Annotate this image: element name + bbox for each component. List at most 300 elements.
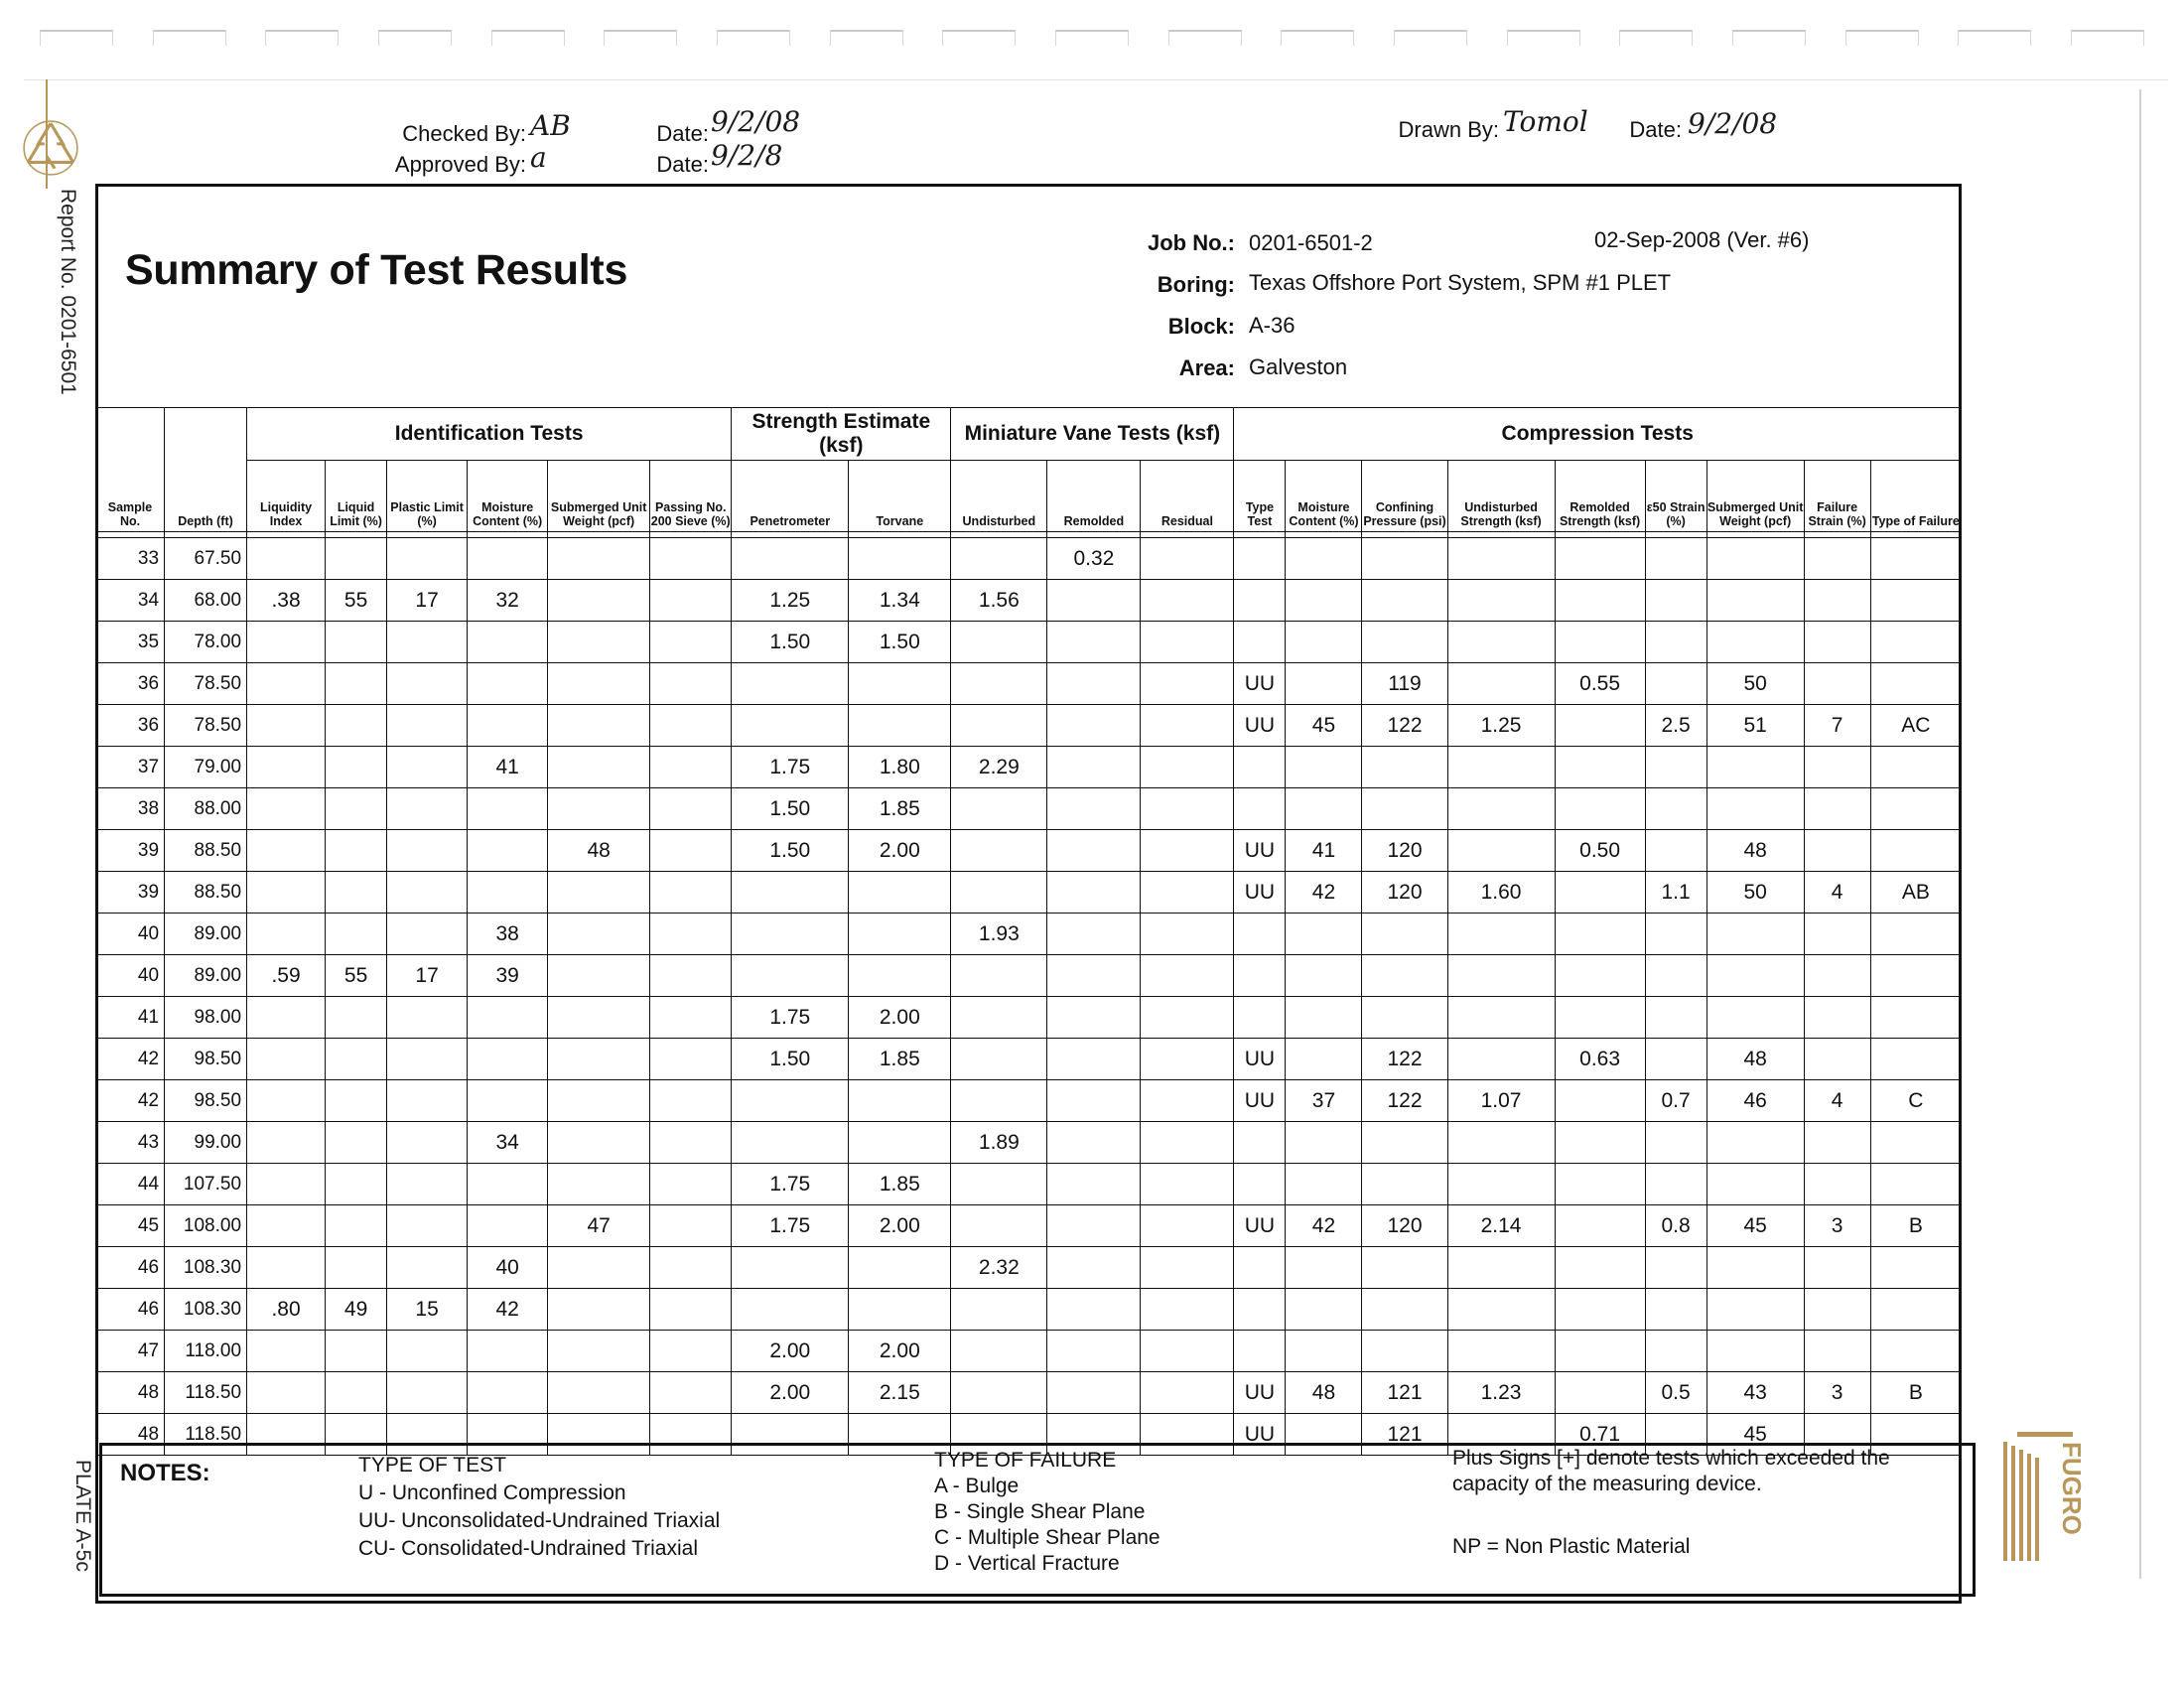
table-cell: 41 xyxy=(468,747,548,788)
table-cell xyxy=(951,788,1047,830)
drawn-date-label: Date: xyxy=(1629,117,1682,142)
job-value: 0201-6501-2 xyxy=(1249,230,1373,255)
table-cell: 0.71 xyxy=(1555,1414,1645,1456)
table-cell xyxy=(650,830,732,872)
table-cell xyxy=(1286,1247,1362,1289)
table-cell xyxy=(468,1080,548,1122)
table-cell xyxy=(326,830,387,872)
table-cell: 4 xyxy=(1804,872,1870,914)
table-cell xyxy=(387,1080,468,1122)
table-cell: 48 xyxy=(96,1372,165,1414)
table-cell xyxy=(387,663,468,705)
table-cell xyxy=(1047,1331,1141,1372)
table-cell: 2.00 xyxy=(732,1331,849,1372)
table-cell xyxy=(326,1080,387,1122)
table-cell: 4 xyxy=(1804,1080,1870,1122)
table-cell: 40 xyxy=(468,1247,548,1289)
table-cell xyxy=(732,1122,849,1164)
table-row xyxy=(96,747,1962,788)
table-cell xyxy=(1286,580,1362,622)
group-compression-tests: Compression Tests xyxy=(1234,408,1962,461)
table-cell xyxy=(1286,663,1362,705)
table-cell: 33 xyxy=(96,538,165,580)
table-cell xyxy=(1870,1039,1961,1080)
table-cell xyxy=(1447,1289,1555,1331)
table-cell: 47 xyxy=(96,1331,165,1372)
table-cell: 39 xyxy=(468,955,548,997)
table-cell: 17 xyxy=(387,955,468,997)
table-cell xyxy=(1870,1122,1961,1164)
table-cell: .80 xyxy=(247,1289,326,1331)
col-comp-moisture-content: Moisture Content (%) xyxy=(1286,461,1362,532)
table-cell: 0.55 xyxy=(1555,663,1645,705)
table-cell xyxy=(1447,622,1555,663)
table-cell xyxy=(1804,747,1870,788)
table-cell: 38 xyxy=(468,914,548,955)
table-cell xyxy=(548,872,650,914)
table-cell: 37 xyxy=(96,747,165,788)
table-cell xyxy=(1047,830,1141,872)
col-liquidity-index: Liquidity Index xyxy=(247,461,326,532)
table-cell xyxy=(1286,788,1362,830)
drawn-by-label: Drawn By: xyxy=(1398,117,1499,142)
table-cell xyxy=(326,997,387,1039)
table-cell xyxy=(1447,663,1555,705)
svg-text:FUGRO: FUGRO xyxy=(2057,1442,2087,1535)
approved-date-label: Date: xyxy=(656,152,709,177)
table-cell xyxy=(1555,580,1645,622)
table-cell: 1.50 xyxy=(732,830,849,872)
table-cell: 43 xyxy=(96,1122,165,1164)
col-e50-strain: ε50 Strain (%) xyxy=(1645,461,1706,532)
table-cell xyxy=(1447,830,1555,872)
table-cell xyxy=(1645,1122,1706,1164)
table-cell: UU xyxy=(1234,1372,1286,1414)
table-cell xyxy=(1047,788,1141,830)
table-row xyxy=(96,1289,1962,1331)
block-value: A-36 xyxy=(1249,313,1296,338)
type-of-failure-title: TYPE OF FAILURE xyxy=(934,1449,1117,1472)
table-cell: 48 xyxy=(1706,1039,1804,1080)
boring-value: Texas Offshore Port System, SPM #1 PLET xyxy=(1249,270,1672,295)
table-cell: 49 xyxy=(326,1289,387,1331)
table-cell xyxy=(1234,1164,1286,1205)
col-remolded-strength: Remolded Strength (ksf) xyxy=(1555,461,1645,532)
col-vane-remolded: Remolded xyxy=(1047,461,1141,532)
table-cell xyxy=(1706,1289,1804,1331)
type-of-failure-item: A - Bulge xyxy=(934,1475,1020,1497)
table-row xyxy=(96,830,1962,872)
table-cell xyxy=(326,705,387,747)
table-cell: 40 xyxy=(96,914,165,955)
table-cell: 2.5 xyxy=(1645,705,1706,747)
table-cell xyxy=(1804,914,1870,955)
table-cell xyxy=(1645,997,1706,1039)
table-cell: 88.50 xyxy=(165,872,247,914)
table-cell xyxy=(732,663,849,705)
table-cell xyxy=(1645,663,1706,705)
table-cell xyxy=(387,538,468,580)
table-row xyxy=(96,1205,1962,1247)
binder-marks xyxy=(40,30,2144,60)
table-cell: 79.00 xyxy=(165,747,247,788)
table-cell: 1.85 xyxy=(849,1164,951,1205)
table-cell xyxy=(247,1080,326,1122)
right-margin-rule xyxy=(2139,89,2141,1579)
table-cell xyxy=(468,538,548,580)
table-cell: 36 xyxy=(96,705,165,747)
table-cell xyxy=(849,872,951,914)
table-cell xyxy=(326,1122,387,1164)
table-cell xyxy=(1555,1080,1645,1122)
table-cell xyxy=(326,538,387,580)
table-cell xyxy=(1555,622,1645,663)
table-cell xyxy=(1555,788,1645,830)
table-cell xyxy=(951,663,1047,705)
table-cell xyxy=(1047,997,1141,1039)
table-cell: 51 xyxy=(1706,705,1804,747)
type-of-failure-legend xyxy=(934,1448,1160,1577)
plus-signs-note: Plus Signs [+] denote tests which exceeded the capacity of the measuring device. xyxy=(1452,1447,1890,1495)
table-cell: 0.32 xyxy=(1047,538,1141,580)
table-cell: 44 xyxy=(96,1164,165,1205)
table-cell xyxy=(1234,914,1286,955)
table-cell xyxy=(1555,997,1645,1039)
table-cell: 41 xyxy=(1286,830,1362,872)
table-row xyxy=(96,663,1962,705)
table-cell: C xyxy=(1870,1080,1961,1122)
table-cell xyxy=(1362,1164,1447,1205)
table-row xyxy=(96,580,1962,622)
table-cell xyxy=(1870,788,1961,830)
table-cell: 1.85 xyxy=(849,1039,951,1080)
table-cell xyxy=(1804,830,1870,872)
table-cell xyxy=(1447,1331,1555,1372)
table-cell xyxy=(951,622,1047,663)
table-cell xyxy=(548,1331,650,1372)
table-cell xyxy=(1234,955,1286,997)
table-cell xyxy=(1706,1331,1804,1372)
table-cell: .59 xyxy=(247,955,326,997)
table-cell xyxy=(732,705,849,747)
job-label: Job No.: xyxy=(1148,230,1235,255)
table-cell xyxy=(1141,1247,1234,1289)
table-cell xyxy=(247,663,326,705)
table-cell xyxy=(732,1289,849,1331)
table-cell xyxy=(548,1372,650,1414)
table-cell xyxy=(1141,955,1234,997)
table-cell xyxy=(1141,747,1234,788)
table-cell xyxy=(1555,1247,1645,1289)
table-cell xyxy=(650,955,732,997)
table-cell xyxy=(650,1205,732,1247)
table-cell xyxy=(1706,538,1804,580)
table-row xyxy=(96,872,1962,914)
table-cell: 108.30 xyxy=(165,1247,247,1289)
table-cell xyxy=(951,1205,1047,1247)
table-cell xyxy=(1141,1331,1234,1372)
col-undisturbed-strength: Undisturbed Strength (ksf) xyxy=(1447,461,1555,532)
table-cell xyxy=(387,1122,468,1164)
col-liquid-limit: Liquid Limit (%) xyxy=(326,461,387,532)
table-cell xyxy=(951,830,1047,872)
table-cell xyxy=(1804,538,1870,580)
table-cell xyxy=(650,622,732,663)
table-cell xyxy=(387,622,468,663)
table-cell xyxy=(1234,1331,1286,1372)
table-cell xyxy=(1870,747,1961,788)
drawn-date-value: 9/2/08 xyxy=(1688,107,1778,140)
table-cell: 45 xyxy=(1706,1414,1804,1456)
report-number: Report No. 0201-6501 xyxy=(57,189,79,395)
table-cell xyxy=(849,705,951,747)
table-cell xyxy=(548,538,650,580)
table-cell: 1.34 xyxy=(849,580,951,622)
table-cell xyxy=(650,914,732,955)
table-cell xyxy=(1362,1247,1447,1289)
table-cell xyxy=(1706,997,1804,1039)
table-cell xyxy=(1870,997,1961,1039)
table-cell: 118.50 xyxy=(165,1414,247,1456)
table-cell: 0.5 xyxy=(1645,1372,1706,1414)
table-cell xyxy=(1047,1122,1141,1164)
table-row xyxy=(96,622,1962,663)
recycle-icon xyxy=(20,117,81,179)
table-cell xyxy=(732,1247,849,1289)
plate-number: PLATE A-5c xyxy=(71,1460,94,1572)
table-cell xyxy=(1645,1247,1706,1289)
table-cell: 2.32 xyxy=(951,1247,1047,1289)
page-title: Summary of Test Results xyxy=(125,246,628,294)
table-cell: UU xyxy=(1234,705,1286,747)
table-cell xyxy=(247,997,326,1039)
table-cell: 2.00 xyxy=(849,830,951,872)
table-cell xyxy=(1706,914,1804,955)
table-cell xyxy=(1870,1164,1961,1205)
table-cell xyxy=(1555,1122,1645,1164)
table-cell xyxy=(1141,705,1234,747)
table-cell: 120 xyxy=(1362,830,1447,872)
table-row xyxy=(96,1164,1962,1205)
table-cell: 1.25 xyxy=(1447,705,1555,747)
binder-line xyxy=(24,79,2168,80)
table-row xyxy=(96,705,1962,747)
table-cell: 108.00 xyxy=(165,1205,247,1247)
table-cell: 34 xyxy=(468,1122,548,1164)
table-cell xyxy=(650,1247,732,1289)
table-cell xyxy=(951,955,1047,997)
table-cell xyxy=(951,1372,1047,1414)
table-cell xyxy=(732,538,849,580)
col-vane-residual: Residual xyxy=(1141,461,1234,532)
table-cell: 38 xyxy=(96,788,165,830)
table-cell: 2.00 xyxy=(732,1372,849,1414)
table-cell: 119 xyxy=(1362,663,1447,705)
table-row xyxy=(96,1372,1962,1414)
table-cell xyxy=(387,1331,468,1372)
table-cell: 88.50 xyxy=(165,830,247,872)
table-cell xyxy=(387,705,468,747)
table-cell xyxy=(548,1247,650,1289)
table-cell xyxy=(1447,580,1555,622)
table-cell xyxy=(247,872,326,914)
table-cell: 2.00 xyxy=(849,1331,951,1372)
table-cell xyxy=(1645,1289,1706,1331)
table-cell xyxy=(1555,914,1645,955)
table-cell xyxy=(650,1080,732,1122)
table-cell xyxy=(1870,914,1961,955)
table-cell xyxy=(1870,622,1961,663)
table-cell xyxy=(548,1122,650,1164)
table-cell xyxy=(951,705,1047,747)
table-cell xyxy=(1141,1122,1234,1164)
table-cell xyxy=(1286,622,1362,663)
table-cell: 43 xyxy=(1706,1372,1804,1414)
table-cell: 108.30 xyxy=(165,1289,247,1331)
block-label: Block: xyxy=(1167,314,1235,339)
table-cell xyxy=(1234,788,1286,830)
table-cell: 17 xyxy=(387,580,468,622)
table-cell xyxy=(1047,955,1141,997)
table-cell: 39 xyxy=(96,872,165,914)
table-cell xyxy=(1286,1331,1362,1372)
table-cell: 122 xyxy=(1362,1039,1447,1080)
table-cell xyxy=(1447,747,1555,788)
table-cell xyxy=(1447,955,1555,997)
table-cell xyxy=(468,1039,548,1080)
table-cell: 98.50 xyxy=(165,1080,247,1122)
table-cell: 1.89 xyxy=(951,1122,1047,1164)
table-cell: 1.85 xyxy=(849,788,951,830)
table-cell: 89.00 xyxy=(165,955,247,997)
table-cell: 1.23 xyxy=(1447,1372,1555,1414)
table-cell xyxy=(1047,1080,1141,1122)
table-cell xyxy=(326,1164,387,1205)
table-cell xyxy=(247,622,326,663)
table-cell xyxy=(1645,1164,1706,1205)
table-cell xyxy=(247,705,326,747)
table-cell xyxy=(1141,872,1234,914)
table-cell: 78.00 xyxy=(165,622,247,663)
type-of-test-item: UU- Unconsolidated-Undrained Triaxial xyxy=(358,1509,721,1532)
table-cell xyxy=(951,538,1047,580)
table-cell xyxy=(1286,1122,1362,1164)
col-type-of-failure: Type of Failure xyxy=(1870,461,1961,532)
table-cell: 47 xyxy=(548,1205,650,1247)
table-cell xyxy=(1141,663,1234,705)
table-cell: 1.50 xyxy=(732,1039,849,1080)
table-row xyxy=(96,788,1962,830)
table-row xyxy=(96,1331,1962,1372)
table-cell xyxy=(1706,747,1804,788)
table-cell xyxy=(247,830,326,872)
table-cell: 0.7 xyxy=(1645,1080,1706,1122)
table-cell xyxy=(1362,788,1447,830)
col-sample-no: Sample No. xyxy=(96,408,165,532)
table-cell xyxy=(1804,622,1870,663)
table-cell xyxy=(1706,580,1804,622)
table-cell xyxy=(1555,1164,1645,1205)
group-miniature-vane-tests: Miniature Vane Tests (ksf) xyxy=(951,408,1234,461)
table-cell: 98.00 xyxy=(165,997,247,1039)
table-cell xyxy=(849,1289,951,1331)
table-cell xyxy=(1047,1039,1141,1080)
table-cell xyxy=(951,1331,1047,1372)
table-cell xyxy=(1870,1247,1961,1289)
table-cell xyxy=(951,872,1047,914)
table-cell xyxy=(1286,747,1362,788)
table-cell xyxy=(247,1372,326,1414)
table-cell: AC xyxy=(1870,705,1961,747)
table-cell xyxy=(1555,705,1645,747)
col-plastic-limit: Plastic Limit (%) xyxy=(387,461,468,532)
table-cell xyxy=(1804,1039,1870,1080)
col-type-test: Type Test xyxy=(1234,461,1286,532)
area-value: Galveston xyxy=(1249,354,1348,379)
table-cell xyxy=(849,538,951,580)
table-cell xyxy=(1645,788,1706,830)
table-cell xyxy=(387,1247,468,1289)
table-cell: 41 xyxy=(96,997,165,1039)
table-cell xyxy=(951,1080,1047,1122)
table-cell xyxy=(548,955,650,997)
table-cell xyxy=(387,830,468,872)
table-cell xyxy=(732,914,849,955)
table-cell xyxy=(849,663,951,705)
table-cell xyxy=(1870,538,1961,580)
table-cell xyxy=(326,914,387,955)
table-cell: 89.00 xyxy=(165,914,247,955)
table-cell xyxy=(1804,663,1870,705)
table-cell xyxy=(468,997,548,1039)
table-cell xyxy=(650,1289,732,1331)
type-of-failure-item: D - Vertical Fracture xyxy=(934,1552,1120,1575)
type-of-failure-item: B - Single Shear Plane xyxy=(934,1500,1146,1523)
table-cell xyxy=(1047,663,1141,705)
table-cell xyxy=(548,788,650,830)
table-cell: 2.14 xyxy=(1447,1205,1555,1247)
table-cell xyxy=(1447,1247,1555,1289)
table-row xyxy=(96,1247,1962,1289)
table-cell: 36 xyxy=(96,663,165,705)
table-cell: 98.50 xyxy=(165,1039,247,1080)
table-cell xyxy=(326,1039,387,1080)
table-cell: 1.75 xyxy=(732,1164,849,1205)
table-cell xyxy=(1047,705,1141,747)
table-cell xyxy=(1706,788,1804,830)
col-submerged-unit-weight: Submerged Unit Weight (pcf) xyxy=(548,461,650,532)
table-cell: 32 xyxy=(468,580,548,622)
table-cell: 68.00 xyxy=(165,580,247,622)
table-cell xyxy=(548,1164,650,1205)
table-cell xyxy=(951,1039,1047,1080)
type-of-test-legend xyxy=(358,1452,720,1563)
table-cell xyxy=(650,538,732,580)
table-cell: 120 xyxy=(1362,1205,1447,1247)
table-cell xyxy=(387,914,468,955)
table-cell xyxy=(650,1039,732,1080)
table-cell xyxy=(1047,1247,1141,1289)
table-cell: 37 xyxy=(1286,1080,1362,1122)
type-of-test-item: CU- Consolidated-Undrained Triaxial xyxy=(358,1537,698,1560)
table-cell: 46 xyxy=(1706,1080,1804,1122)
type-of-test-item: U - Unconfined Compression xyxy=(358,1481,626,1504)
table-cell xyxy=(650,663,732,705)
checked-date-value: 9/2/08 xyxy=(711,105,801,138)
table-cell xyxy=(1706,955,1804,997)
table-cell xyxy=(951,997,1047,1039)
table-cell xyxy=(650,1164,732,1205)
